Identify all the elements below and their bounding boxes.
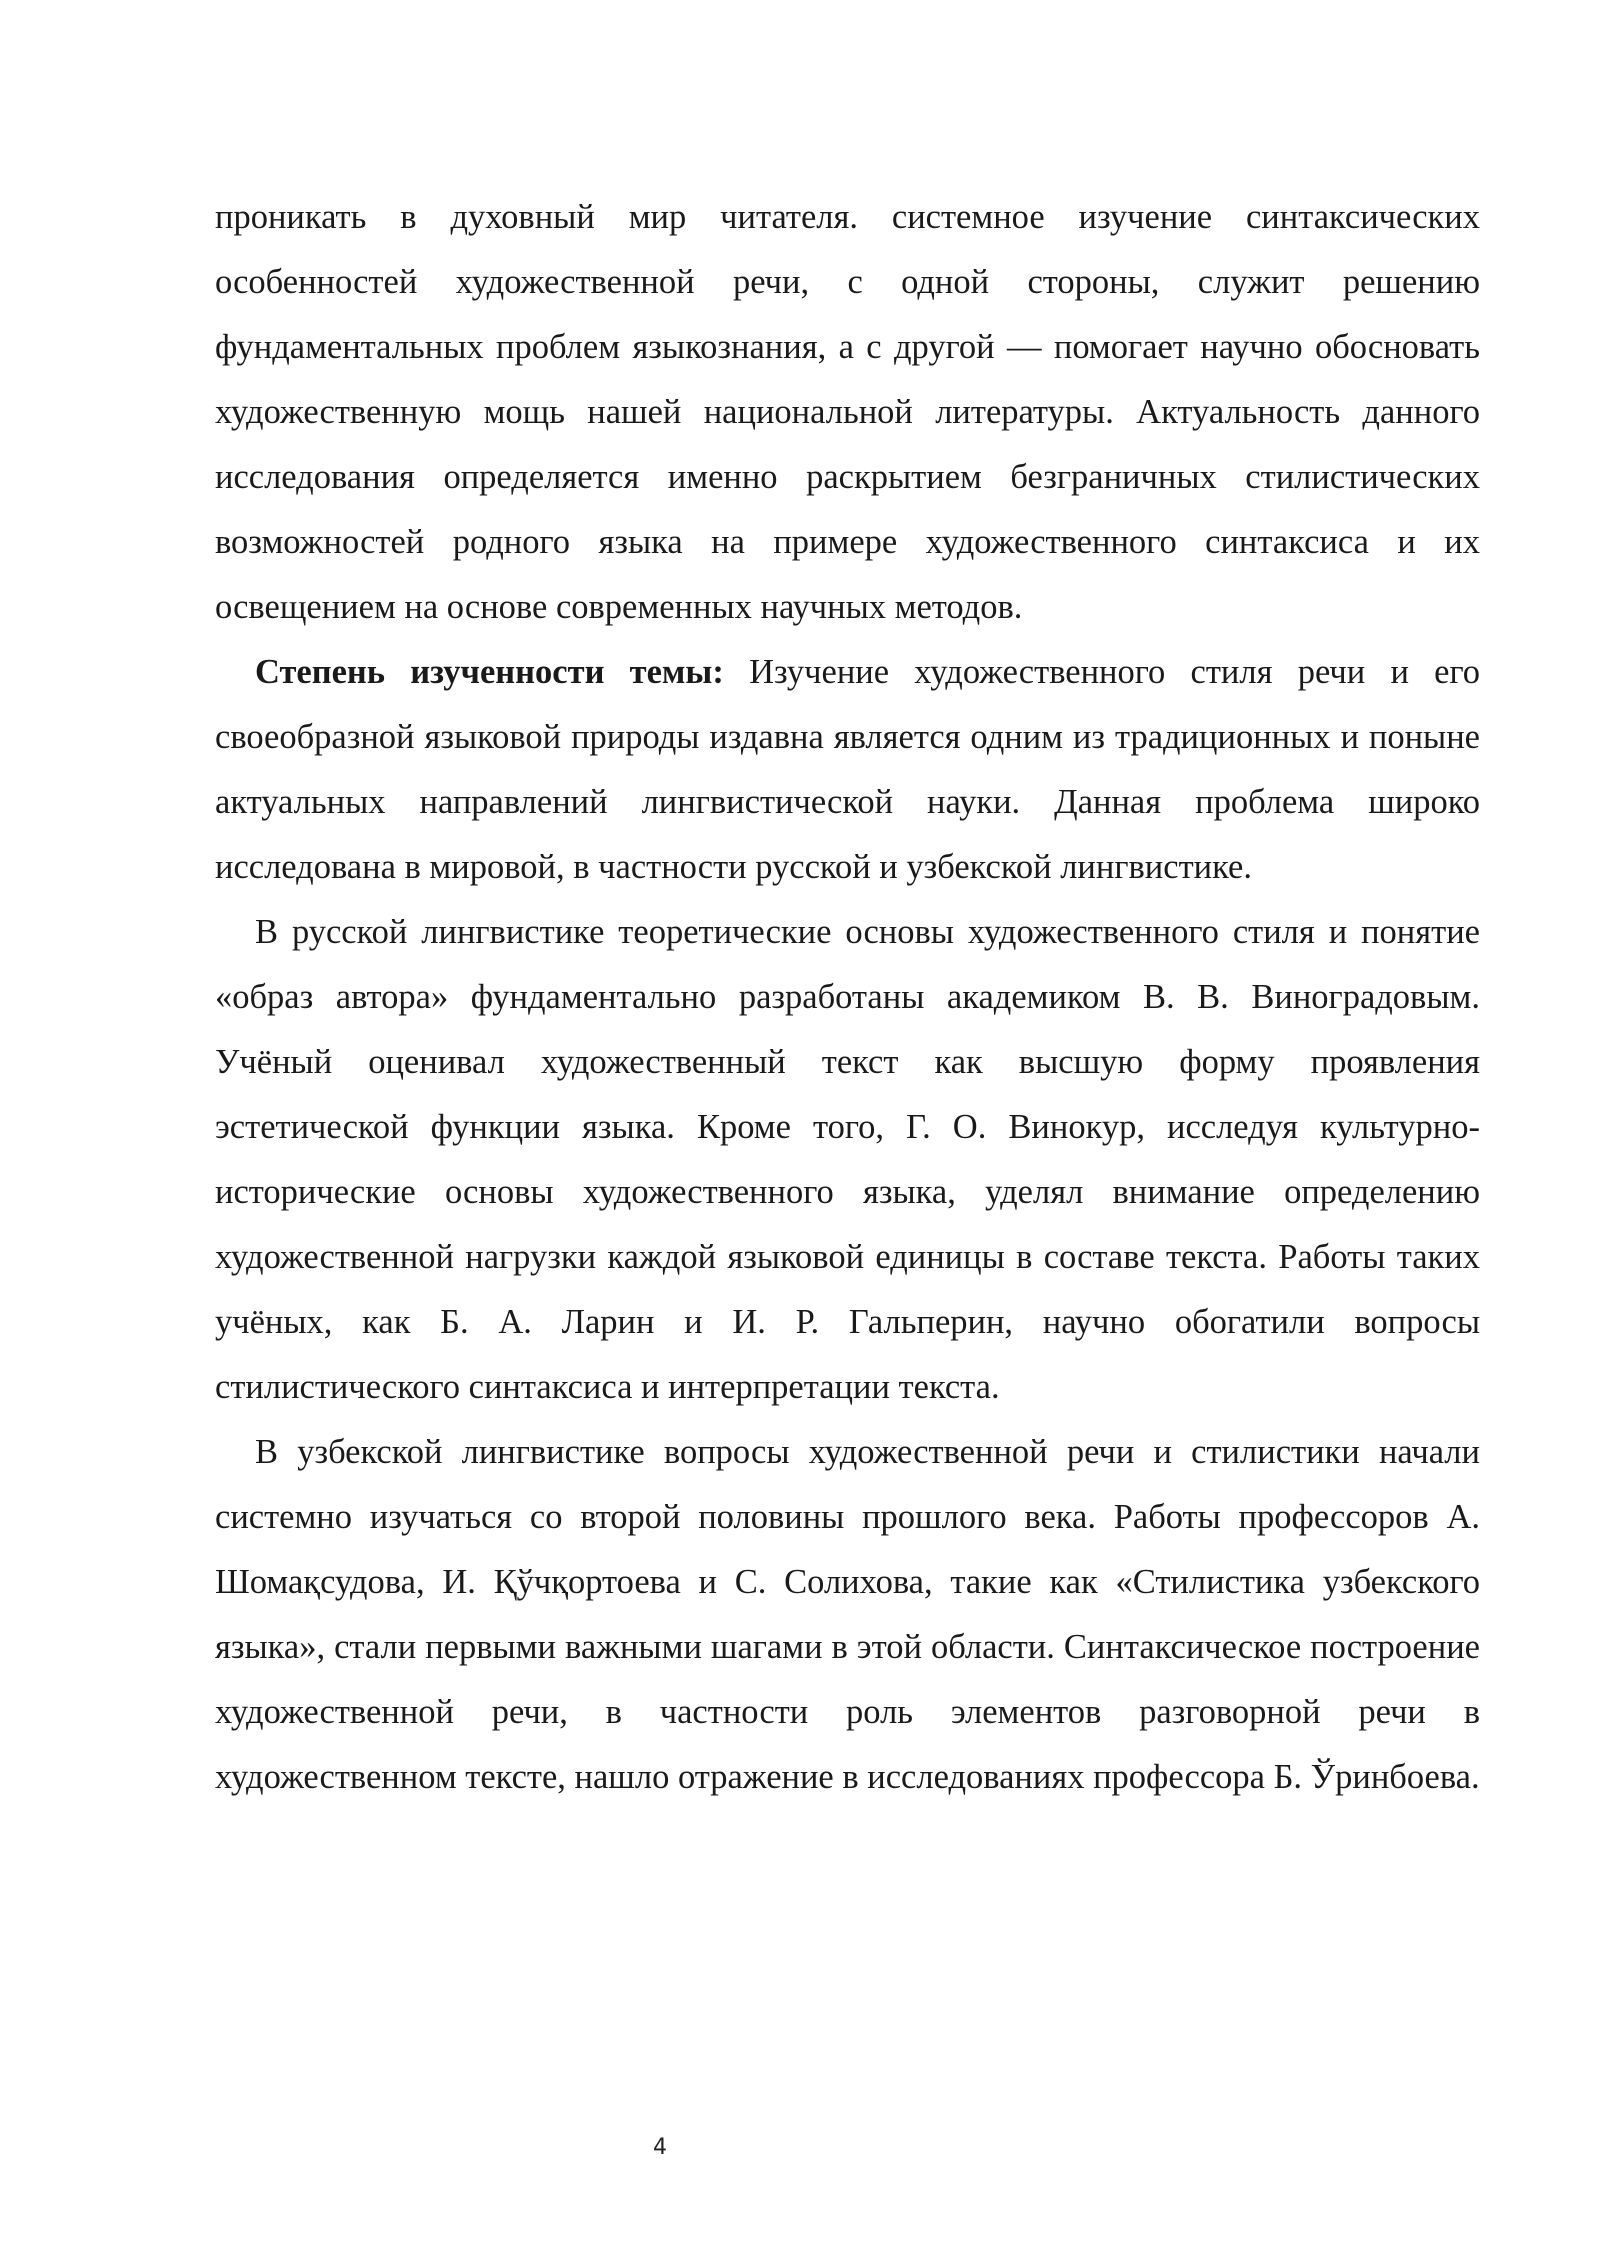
paragraph-continuation xyxy=(215,185,1480,640)
paragraph-text: Изучение художественного стиля речи и его своеобразной языковой природы издавна является одним из традиционных и поныне актуальных направлений лингвистической науки. Данная проблема широко исследована в мировой, в частности русской и узбекской лингвистике. xyxy=(215,653,1480,886)
paragraph-text: В русской лингвистике теоретические основы художественного стиля и понятие «образ автора» фундаментально разработаны академиком В. В. Виноградовым. Учёный оценивал художественный текст как высшую форму проявления эстетической функции языка. Кроме того, Г. О. Винокур, исследуя культурно-исторические основы художественного языка, уделял внимание определению художественной нагрузки каждой языковой единицы в составе текста. Работы таких учёных, как Б. А. Ларин и И. Р. Гальперин, научно обогатили вопросы стилистического синтаксиса и интерпретации текста. xyxy=(215,913,1480,1406)
paragraph-text: В узбекской лингвистике вопросы художественной речи и стилистики начали системно изучаться со второй половины прошлого века. Работы профессоров А. Шомақсудова, И. Қўчқортоева и С. Солихова, такие как «Стилистика узбекского языка», стали первыми важными шагами в этой области. Синтаксическое построение художественной речи, в частности роль элементов разговорной речи в художественном тексте, нашло отражение в исследованиях профессора Б. Ўринбоева. xyxy=(215,1433,1480,1796)
paragraph-heading: Степень изученности темы: xyxy=(255,653,724,691)
paragraph-uzbek-linguistics xyxy=(215,1420,1480,1810)
page-number: 4 xyxy=(653,2135,667,2160)
paragraph-degree-of-study xyxy=(215,640,1480,900)
document-body xyxy=(215,185,1480,1810)
paragraph-russian-linguistics xyxy=(215,900,1480,1420)
paragraph-text: проникать в духовный мир читателя. системное изучение синтаксических особенностей художественной речи, с одной стороны, служит решению фундаментальных проблем языкознания, а с другой — помогает научно обосновать художественную мощь нашей национальной литературы. Актуальность данного исследования определяется именно раскрытием безграничных стилистических возможностей родного языка на примере художественного синтаксиса и их освещением на основе современных научных методов. xyxy=(215,198,1480,626)
